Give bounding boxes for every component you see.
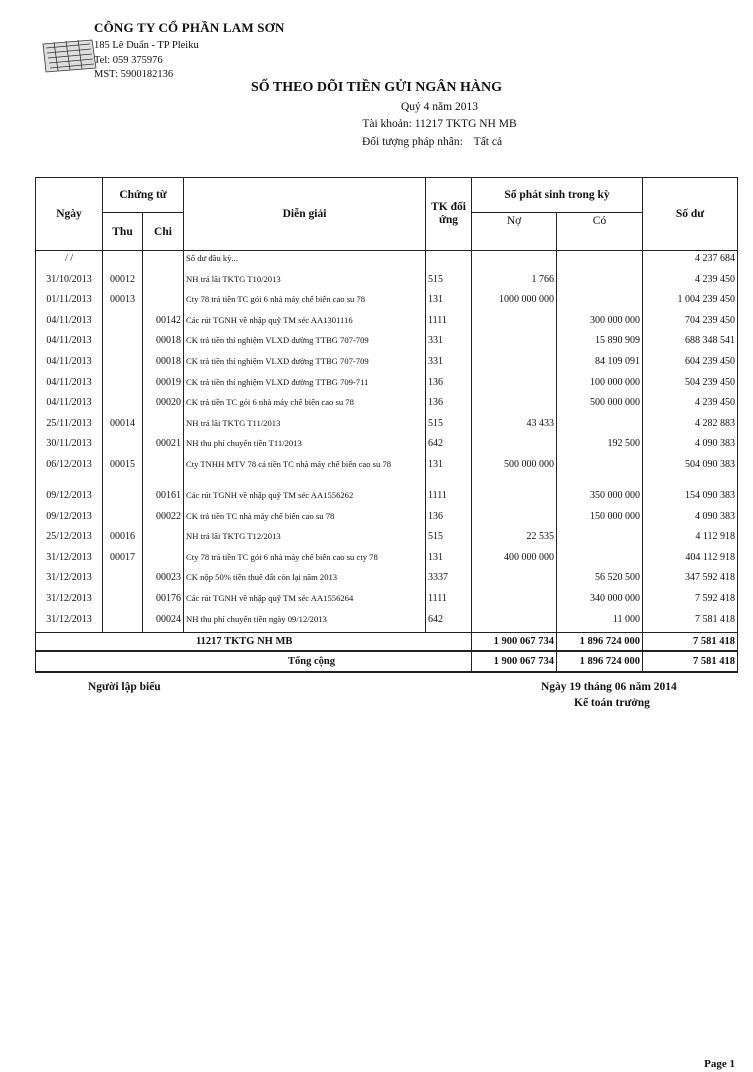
row-description: Cty 78 trả tiền TC gói 6 nhà máy chế biến cao su cty 78 — [184, 550, 426, 571]
row-date: 31/12/2013 — [36, 570, 103, 591]
row-balance: 4 112 918 — [643, 529, 738, 550]
row-receipt-no — [103, 488, 143, 509]
table-row — [36, 251, 738, 272]
row-debit: 22 535 — [472, 529, 557, 550]
table-row — [36, 272, 738, 293]
row-description: Các rút TGNH về nhập quỹ TM séc AA1556262 — [184, 488, 426, 509]
row-receipt-no — [103, 354, 143, 375]
row-description: CK trả tiền TC gói 6 nhà máy chế biến cao su 78 — [184, 395, 426, 416]
table-row — [36, 292, 738, 313]
row-credit — [557, 272, 643, 293]
row-debit — [472, 395, 557, 416]
row-credit: 340 000 000 — [557, 591, 643, 612]
row-contra-account: 642 — [426, 436, 472, 457]
entity-value: Tất cả — [473, 136, 503, 148]
row-date: 04/11/2013 — [36, 375, 103, 396]
row-payment-no: 00024 — [143, 612, 184, 633]
table-row — [36, 436, 738, 457]
row-description: Các rút TGNH về nhập quỹ TM séc AA1301116 — [184, 313, 426, 334]
table-row — [36, 416, 738, 437]
row-credit: 11 000 — [557, 612, 643, 633]
row-balance: 4 239 450 — [643, 395, 738, 416]
row-contra-account: 136 — [426, 509, 472, 530]
row-date: 31/12/2013 — [36, 550, 103, 571]
row-payment-no — [143, 272, 184, 293]
row-contra-account: 131 — [426, 457, 472, 488]
row-description: CK trả tiền thí nghiệm VLXD đường TTBG 707-709 — [184, 354, 426, 375]
row-payment-no — [143, 292, 184, 313]
subtotal-debit: 1 900 067 734 — [472, 633, 557, 652]
row-description: NH trả lãi TKTG T12/2013 — [184, 529, 426, 550]
row-credit: 350 000 000 — [557, 488, 643, 509]
header-movement: Số phát sinh trong kỳ — [472, 178, 643, 213]
row-receipt-no — [103, 333, 143, 354]
entity-label: Đối tượng pháp nhân: — [362, 136, 463, 148]
row-debit: 1000 000 000 — [472, 292, 557, 313]
row-credit: 150 000 000 — [557, 509, 643, 530]
row-date: 04/11/2013 — [36, 333, 103, 354]
row-payment-no — [143, 251, 184, 272]
row-receipt-no: 00016 — [103, 529, 143, 550]
row-balance: 4 090 383 — [643, 509, 738, 530]
header-description: Diễn giải — [184, 178, 426, 251]
row-payment-no: 00018 — [143, 354, 184, 375]
total-balance: 7 581 418 — [643, 651, 738, 672]
row-description: CK trả tiền thí nghiệm VLXD đường TTBG 707-709 — [184, 333, 426, 354]
row-date: 04/11/2013 — [36, 395, 103, 416]
row-debit — [472, 612, 557, 633]
row-receipt-no: 00013 — [103, 292, 143, 313]
row-receipt-no — [103, 509, 143, 530]
total-debit: 1 900 067 734 — [472, 651, 557, 672]
row-debit: 1 766 — [472, 272, 557, 293]
row-balance: 404 112 918 — [643, 550, 738, 571]
row-debit — [472, 354, 557, 375]
row-balance: 4 239 450 — [643, 272, 738, 293]
row-balance: 704 239 450 — [643, 313, 738, 334]
row-date: / / — [36, 251, 103, 272]
row-balance: 4 282 883 — [643, 416, 738, 437]
row-payment-no — [143, 550, 184, 571]
row-credit: 84 109 091 — [557, 354, 643, 375]
row-credit: 500 000 000 — [557, 395, 643, 416]
report-account: Tài khoản: 11217 TKTG NH MB — [362, 118, 517, 130]
row-description: CK trả tiền TC nhà máy chế biến cao su 78 — [184, 509, 426, 530]
header-credit: Có — [557, 213, 643, 251]
header-balance: Số dư — [643, 178, 738, 251]
row-contra-account: 3337 — [426, 570, 472, 591]
row-contra-account: 1111 — [426, 313, 472, 334]
row-contra-account: 642 — [426, 612, 472, 633]
row-receipt-no — [103, 395, 143, 416]
row-credit — [557, 292, 643, 313]
row-contra-account: 131 — [426, 550, 472, 571]
row-description: CK trả tiền thí nghiệm VLXD đường TTBG 709-711 — [184, 375, 426, 396]
row-date: 06/12/2013 — [36, 457, 103, 488]
company-name: CÔNG TY CỔ PHẦN LAM SƠN — [94, 20, 285, 35]
row-credit — [557, 550, 643, 571]
row-debit — [472, 375, 557, 396]
row-date: 25/11/2013 — [36, 416, 103, 437]
row-credit — [557, 529, 643, 550]
row-receipt-no — [103, 375, 143, 396]
row-date: 31/10/2013 — [36, 272, 103, 293]
row-balance: 4 090 383 — [643, 436, 738, 457]
total-label: Tổng cộng — [36, 651, 472, 672]
row-contra-account: 331 — [426, 333, 472, 354]
row-description: NH thu phí chuyển tiền ngày 09/12/2013 — [184, 612, 426, 633]
row-description: CK nộp 50% tiền thuê đất còn lại năm 2013 — [184, 570, 426, 591]
header-payment: Chi — [143, 213, 184, 251]
table-row — [36, 591, 738, 612]
row-description: Các rút TGNH về nhập quỹ TM séc AA1556264 — [184, 591, 426, 612]
table-row — [36, 375, 738, 396]
report-period: Quý 4 năm 2013 — [401, 101, 478, 113]
row-debit — [472, 591, 557, 612]
header-date: Ngày — [36, 178, 103, 251]
row-credit — [557, 457, 643, 488]
table-row — [36, 354, 738, 375]
total-row — [36, 651, 738, 672]
subtotal-balance: 7 581 418 — [643, 633, 738, 652]
row-payment-no: 00020 — [143, 395, 184, 416]
row-debit: 43 433 — [472, 416, 557, 437]
row-payment-no — [143, 416, 184, 437]
row-receipt-no: 00015 — [103, 457, 143, 488]
row-receipt-no — [103, 612, 143, 633]
row-balance: 1 004 239 450 — [643, 292, 738, 313]
header-debit: Nợ — [472, 213, 557, 251]
company-address: 185 Lê Duẩn - TP Pleiku — [94, 40, 199, 51]
row-balance: 4 237 684 — [643, 251, 738, 272]
row-description: NH thu phí chuyển tiền T11/2013 — [184, 436, 426, 457]
table-row — [36, 570, 738, 591]
company-tax-id: MST: 5900182136 — [94, 69, 174, 80]
company-logo-icon — [40, 38, 98, 74]
table-row — [36, 509, 738, 530]
row-balance: 688 348 541 — [643, 333, 738, 354]
row-receipt-no — [103, 251, 143, 272]
row-description: Cty 78 trả tiền TC gói 6 nhà máy chế biến cao su 78 — [184, 292, 426, 313]
row-date: 09/12/2013 — [36, 509, 103, 530]
row-payment-no: 00019 — [143, 375, 184, 396]
row-date: 04/11/2013 — [36, 313, 103, 334]
row-debit — [472, 488, 557, 509]
row-receipt-no: 00017 — [103, 550, 143, 571]
row-debit — [472, 570, 557, 591]
row-receipt-no: 00014 — [103, 416, 143, 437]
row-credit: 56 520 500 — [557, 570, 643, 591]
row-description: Cty TNHH MTV 78 cả tiền TC nhà máy chế biến cao su 78 — [184, 457, 426, 488]
row-contra-account: 515 — [426, 416, 472, 437]
header-contra-account: TK đối ứng — [426, 178, 472, 251]
row-date: 31/12/2013 — [36, 612, 103, 633]
row-debit: 500 000 000 — [472, 457, 557, 488]
row-date: 25/12/2013 — [36, 529, 103, 550]
table-row — [36, 612, 738, 633]
row-date: 31/12/2013 — [36, 591, 103, 612]
table-row — [36, 333, 738, 354]
report-date: Ngày 19 tháng 06 năm 2014 — [541, 681, 677, 693]
table-row — [36, 395, 738, 416]
row-receipt-no — [103, 570, 143, 591]
row-description: Số dư đầu kỳ... — [184, 251, 426, 272]
row-description: NH trả lãi TKTG T10/2013 — [184, 272, 426, 293]
page-number: Page 1 — [704, 1058, 735, 1070]
row-debit — [472, 313, 557, 334]
row-receipt-no: 00012 — [103, 272, 143, 293]
row-payment-no: 00023 — [143, 570, 184, 591]
row-balance: 7 592 418 — [643, 591, 738, 612]
row-credit: 192 500 — [557, 436, 643, 457]
row-payment-no — [143, 457, 184, 488]
row-credit — [557, 416, 643, 437]
row-credit: 15 890 909 — [557, 333, 643, 354]
row-balance: 154 090 383 — [643, 488, 738, 509]
header-voucher: Chứng từ — [103, 178, 184, 213]
row-date: 04/11/2013 — [36, 354, 103, 375]
row-balance: 347 592 418 — [643, 570, 738, 591]
report-entity — [362, 136, 502, 148]
row-date: 01/11/2013 — [36, 292, 103, 313]
row-payment-no: 00021 — [143, 436, 184, 457]
row-debit — [472, 251, 557, 272]
row-debit — [472, 509, 557, 530]
table-row — [36, 529, 738, 550]
row-receipt-no — [103, 436, 143, 457]
table-row — [36, 488, 738, 509]
row-debit — [472, 333, 557, 354]
row-contra-account: 331 — [426, 354, 472, 375]
row-credit: 300 000 000 — [557, 313, 643, 334]
company-phone: Tel: 059 375976 — [94, 55, 163, 66]
report-title: SỔ THEO DÕI TIỀN GỬI NGÂN HÀNG — [250, 80, 502, 95]
row-debit: 400 000 000 — [472, 550, 557, 571]
row-payment-no: 00018 — [143, 333, 184, 354]
row-balance: 504 239 450 — [643, 375, 738, 396]
table-row — [36, 550, 738, 571]
row-contra-account: 131 — [426, 292, 472, 313]
row-debit — [472, 436, 557, 457]
chief-accountant-label: Kế toán trưởng — [574, 697, 650, 709]
row-contra-account: 136 — [426, 375, 472, 396]
subtotal-label: 11217 TKTG NH MB — [36, 633, 472, 652]
row-balance: 604 239 450 — [643, 354, 738, 375]
total-credit: 1 896 724 000 — [557, 651, 643, 672]
row-credit: 100 000 000 — [557, 375, 643, 396]
subtotal-credit: 1 896 724 000 — [557, 633, 643, 652]
row-description: NH trả lãi TKTG T11/2013 — [184, 416, 426, 437]
subtotal-row — [36, 633, 738, 652]
row-payment-no — [143, 529, 184, 550]
table-row — [36, 457, 738, 488]
row-payment-no: 00142 — [143, 313, 184, 334]
row-payment-no: 00161 — [143, 488, 184, 509]
row-balance: 504 090 383 — [643, 457, 738, 488]
row-date: 30/11/2013 — [36, 436, 103, 457]
row-date: 09/12/2013 — [36, 488, 103, 509]
row-receipt-no — [103, 591, 143, 612]
row-contra-account: 515 — [426, 529, 472, 550]
header-receipt: Thu — [103, 213, 143, 251]
row-contra-account: 1111 — [426, 591, 472, 612]
row-contra-account: 136 — [426, 395, 472, 416]
row-contra-account: 515 — [426, 272, 472, 293]
row-contra-account: 1111 — [426, 488, 472, 509]
row-payment-no: 00022 — [143, 509, 184, 530]
row-balance: 7 581 418 — [643, 612, 738, 633]
row-credit — [557, 251, 643, 272]
ledger-table — [35, 177, 738, 673]
preparer-label: Người lập biểu — [88, 681, 161, 693]
table-row — [36, 313, 738, 334]
row-receipt-no — [103, 313, 143, 334]
row-payment-no: 00176 — [143, 591, 184, 612]
row-contra-account — [426, 251, 472, 272]
